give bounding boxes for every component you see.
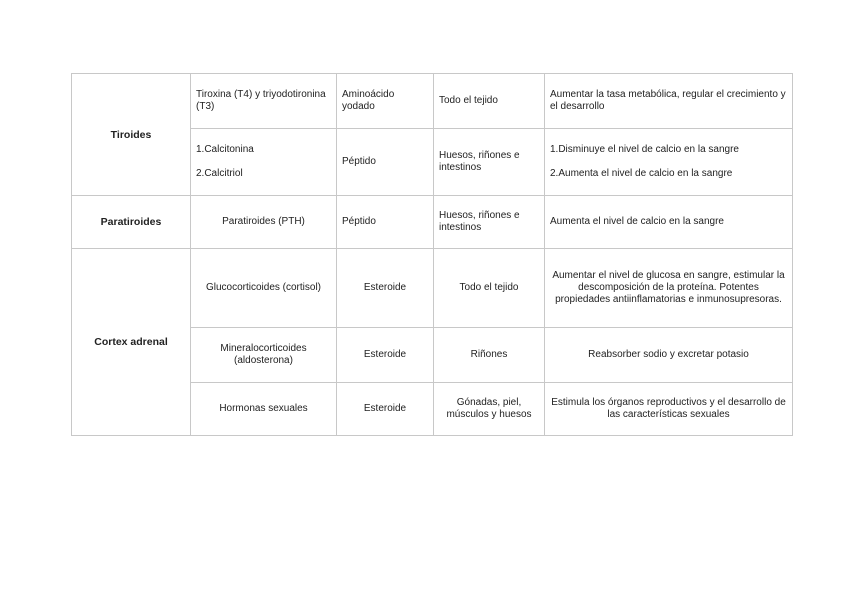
chemical-type-cell: Péptido <box>337 196 434 249</box>
effect-cell: Aumentar la tasa metabólica, regular el crecimiento y el desarrollo <box>545 74 793 129</box>
chemical-type-cell: Esteroide <box>337 249 434 328</box>
hormone-cell: Hormonas sexuales <box>191 383 337 436</box>
effect-cell <box>545 129 793 196</box>
gland-cell: Tiroides <box>72 74 191 196</box>
hormone-cell: Glucocorticoides (cortisol) <box>191 249 337 328</box>
hormone-cell: Tiroxina (T4) y triyodotironina (T3) <box>191 74 337 129</box>
gland-cell: Cortex adrenal <box>72 249 191 436</box>
target-tissue-cell: Riñones <box>434 328 545 383</box>
chemical-type-cell: Esteroide <box>337 383 434 436</box>
hormone-item: 2.Calcitriol <box>196 168 243 179</box>
effect-item: 1.Disminuye el nivel de calcio en la sangre <box>550 144 739 155</box>
effect-cell: Estimula los órganos reproductivos y el desarrollo de las características sexuales <box>545 383 793 436</box>
effect-cell: Reabsorber sodio y excretar potasio <box>545 328 793 383</box>
target-tissue-cell: Huesos, riñones e intestinos <box>434 129 545 196</box>
effect-cell: Aumentar el nivel de glucosa en sangre, estimular la descomposición de la proteína. Potentes propiedades antiinflamatorias e inmunosupresoras. <box>545 249 793 328</box>
target-tissue-cell: Huesos, riñones e intestinos <box>434 196 545 249</box>
chemical-type-cell: Esteroide <box>337 328 434 383</box>
chemical-type-cell: Péptido <box>337 129 434 196</box>
hormone-cell: Paratiroides (PTH) <box>191 196 337 249</box>
table-row <box>72 249 793 328</box>
hormone-cell: Mineralocorticoides (aldosterona) <box>191 328 337 383</box>
target-tissue-cell: Todo el tejido <box>434 74 545 129</box>
chemical-type-cell: Aminoácido yodado <box>337 74 434 129</box>
hormone-item: 1.Calcitonina <box>196 144 254 155</box>
gland-cell: Paratiroides <box>72 196 191 249</box>
target-tissue-cell: Todo el tejido <box>434 249 545 328</box>
table-row <box>72 74 793 129</box>
endocrine-hormones-table <box>71 73 793 436</box>
effect-cell: Aumenta el nivel de calcio en la sangre <box>545 196 793 249</box>
target-tissue-cell: Gónadas, piel, músculos y huesos <box>434 383 545 436</box>
table-row <box>72 196 793 249</box>
effect-item: 2.Aumenta el nivel de calcio en la sangre <box>550 168 733 179</box>
hormone-cell <box>191 129 337 196</box>
